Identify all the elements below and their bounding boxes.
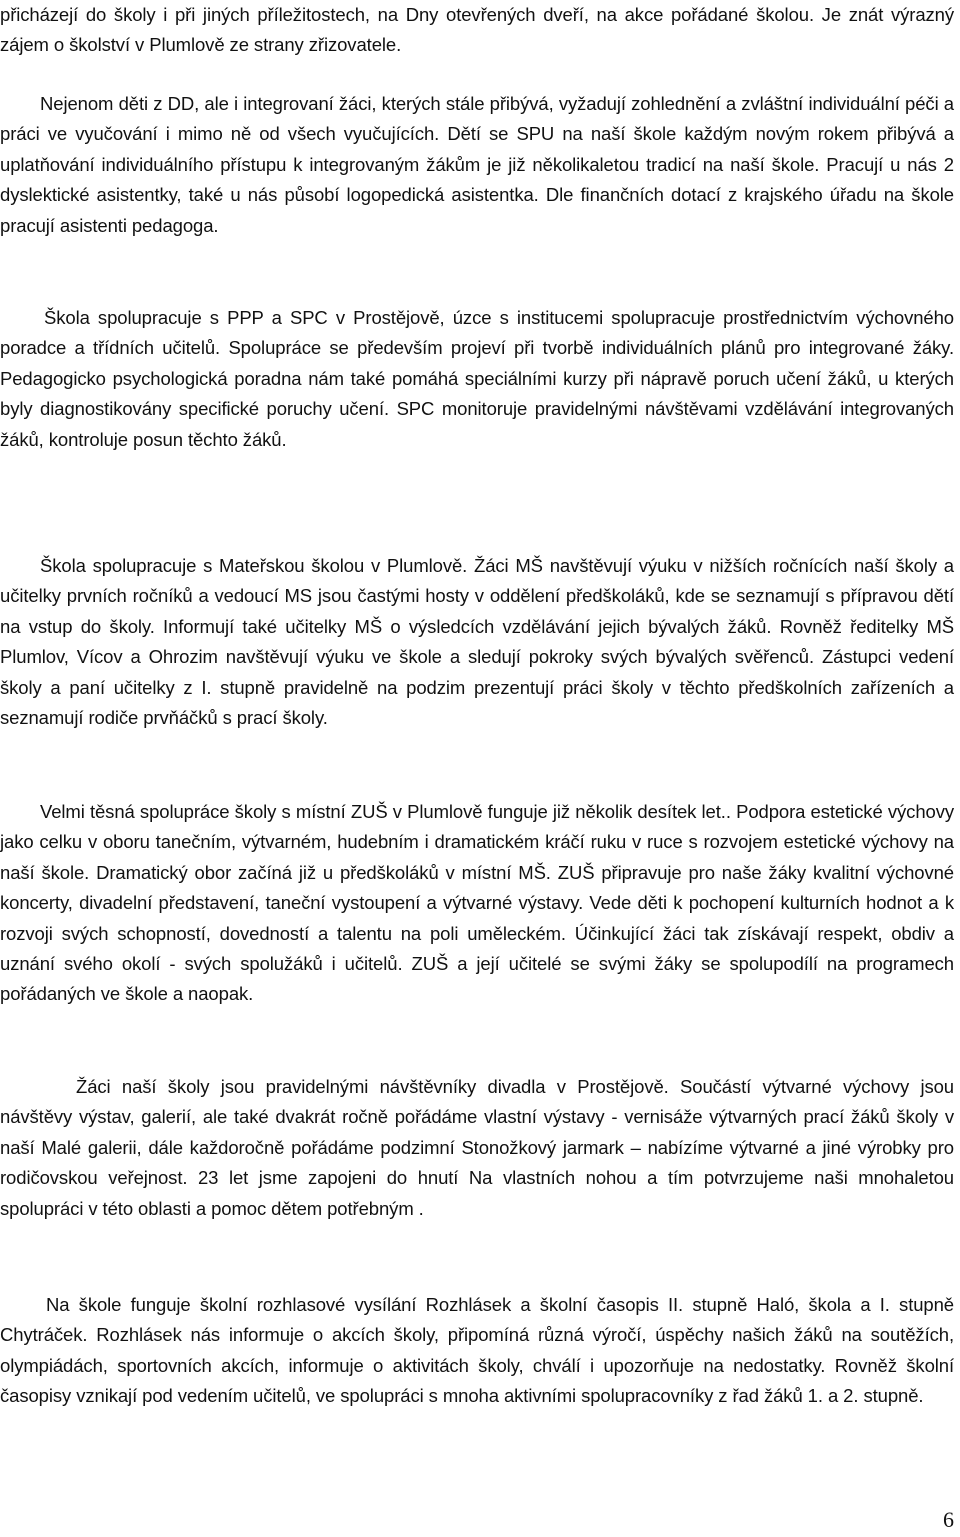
paragraph-school-radio-magazine: Na škole funguje školní rozhlasové vysílání Rozhlásek a školní časopis II. stupně Haló, škola a I. stupně Chytráček. Rozhlásek nás informuje o akcích školy, připomíná různá výročí, úspěchy našich žáků na soutěžích, olympiádách, sportovních akcích, informuje o aktivitách školy, chválí i upozorňuje na nedostatky. Rovněž školní časopisy vznikají pod vedením učitelů, ve spolupráci s mnoha aktivními spolupracovníky z řad žáků 1. a 2. stupně. xyxy=(0,1294,954,1407)
paragraph-integrated-pupils: Nejenom děti z DD, ale i integrovaní žáci, kterých stále přibývá, vyžadují zohlednění a zvláštní individuální péči a práci ve vyučování i mimo ně od všech vyučujících. Dětí se SPU na naší škole každým novým rokem přibývá a uplatňování individuálního přístupu k integrovaným žákům je již několikaletou tradicí na naší škole. Pracují u nás 2 dyslektické asistentky, také u nás působí logopedická asistentka. Dle finančních dotací z krajského úřadu na škole pracují asistenti pedagoga. xyxy=(0,93,954,236)
paragraph-theatre-exhibitions: Žáci naší školy jsou pravidelnými návštěvníky divadla v Prostějově. Součástí výtvarné výchovy jsou návštěvy výstav, galerií, ale také dvakrát ročně pořádáme vlastní výstavy - vernisáže výtvarných prací žáků školy v naší Malé galerii, dále každoročně pořádáme podzimní Stonožkový jarmark – nabízíme výtvarné a jiné výrobky pro rodičovskou veřejnost. 23 let jsme zapojeni do hnutí Na vlastních nohou a tím potvrzujeme naši mnohaletou spolupráci v této oblasti a pomoc dětem potřebným . xyxy=(0,1076,954,1219)
paragraph-ppp-spc-cooperation: Škola spolupracuje s PPP a SPC v Prostějově, úzce s institucemi spolupracuje prostřednictvím výchovného poradce a třídních učitelů. Spolupráce se především projeví při tvorbě individuálních plánů pro integrované žáky. Pedagogicko psychologická poradna nám také pomáhá speciálními kurzy při nápravě poruch učení žáků, u kterých byly diagnostikovány specifické poruchy učení. SPC monitoruje pravidelnými návštěvami vzdělávání integrovaných žáků, kontroluje posun těchto žáků. xyxy=(0,307,954,450)
paragraph-kindergarten-cooperation: Škola spolupracuje s Mateřskou školou v Plumlově. Žáci MŠ navštěvují výuku v nižších ročnících naší školy a učitelky prvních ročníků a vedoucí MS jsou častými hosty v oddělení předškoláků, kde se seznamují s přípravou dětí na vstup do školy. Informují také učitelky MŠ o výsledcích vzdělávání jejich bývalých žáků. Rovněž ředitelky MŠ Plumlov, Vícov a Ohrozim navštěvují výuku ve škole a sledují pokroky svých bývalých svěřenců. Zástupci vedení školy a paní učitelky z I. stupně pravidelně na podzim prezentují práci školy v těchto předškolních zařízeních a seznamují rodiče prvňáčků s prací školy. xyxy=(0,555,954,729)
page-number: 6 xyxy=(943,1507,954,1532)
paragraph-zus-cooperation: Velmi těsná spolupráce školy s místní ZUŠ v Plumlově funguje již několik desítek let.. Podpora estetické výchovy jako celku v oboru tanečním, výtvarném, hudebním i dramatickém kráčí ruku v ruce s rozvojem estetické výchovy na naší škole. Dramatický obor začíná již u předškoláků v místní MŠ. ZUŠ připravuje pro naše žáky kvalitní výchovné koncerty, divadelní představení, taneční vystoupení a výtvarné výstavy. Vede děti k pochopení kulturních hodnot a k rozvoji svých schopností, dovedností a talentu na poli uměleckém. Účinkující žáci tak získávají respekt, obdiv a uznání svého okolí - svých spolužáků i učitelů. ZUŠ a její učitelé se svými žáky se spolupodílí na programech pořádaných ve škole a naopak. xyxy=(0,801,954,1005)
paragraph-intro: přicházejí do školy i při jiných příležitostech, na Dny otevřených dveří, na akce pořádané školou. Je znát výrazný zájem o školství v Plumlově ze strany zřizovatele. xyxy=(0,4,954,56)
